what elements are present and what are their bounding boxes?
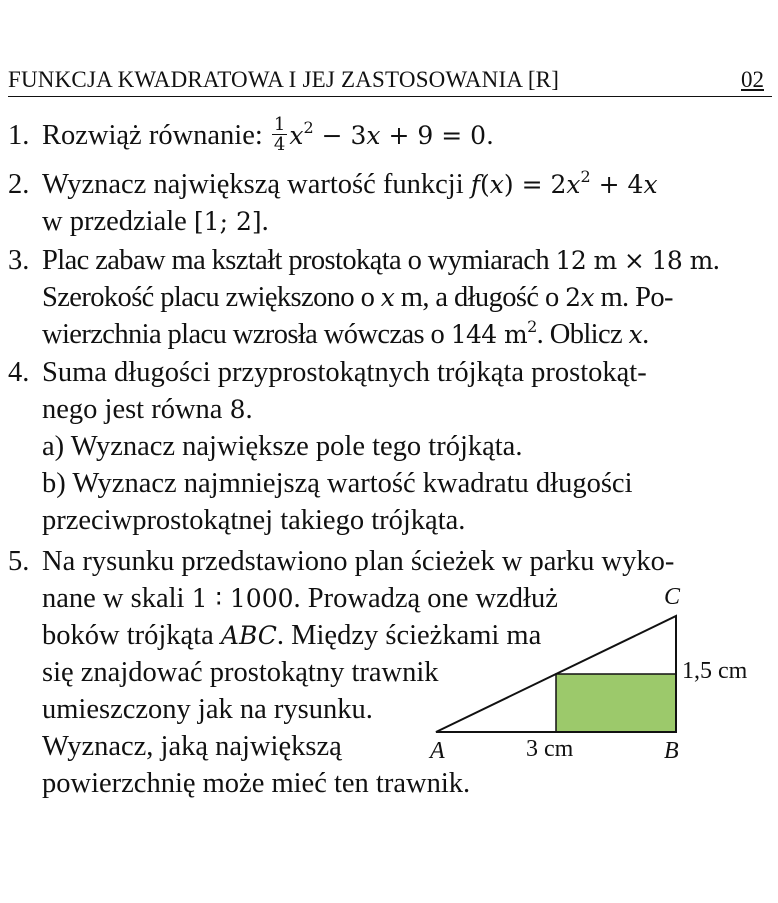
triangle-figure [426, 582, 766, 772]
vertex-b-label: B [664, 738, 679, 764]
task-4-text: Suma długości przyprostokątnych trójkąta prostokąt- nego jest równa 8. a) Wyznacz największe pole tego trójkąta. b) Wyznacz najmniejszą wartość kwadratu długości przeciwprostokątnej takiego trójkąta. [42, 357, 647, 536]
fraction: $\frac{1}{4}$ [273, 113, 286, 155]
vertex-c-label: C [664, 584, 681, 610]
section-title: FUNKCJA KWADRATOWA I JEJ ZASTOSOWANIA [R] [8, 67, 560, 92]
task-3-text: Plac zabaw ma kształt prostokąta o wymiarach 12 m × 18 m. Szerokość placu zwiększono o x m, a długość o 2x m. Po- wierzchnia placu wzrosła wówczas o 144 $m^2$. Oblicz x. [42, 245, 720, 350]
task-number: 4. [8, 357, 30, 388]
lawn-rectangle [556, 674, 676, 732]
task-number: 3. [8, 245, 30, 276]
base-label: 3 cm [526, 736, 574, 762]
task-5-text: Na rysunku przedstawiono plan ścieżek w parku wyko- nane w skali 1 ∶ 1000. Prowadzą one wzdłuż boków trójkąta ABC. Między ścieżkami ma się znajdować prostokątny trawnik umieszczony jak na rysunku. Wyznacz, jaką największą powierzchnię może mieć ten trawnik. [42, 546, 675, 799]
page-header [8, 66, 772, 97]
height-label: 1,5 cm [682, 658, 748, 684]
page-number: 02 [741, 67, 764, 92]
task-number: 1. [8, 120, 30, 151]
task-2-text: Wyznacz największą wartość funkcji $f(x) = 2x^2 + 4x$ w przedziale [1; 2]. [42, 167, 658, 237]
vertex-a-label: A [430, 738, 445, 764]
task-number: 5. [8, 546, 30, 577]
task-1-text: Rozwiąż równanie: $\frac{1}{4}$ $x^2 - 3x + 9 = 0$. [42, 113, 494, 155]
task-number: 2. [8, 169, 30, 200]
